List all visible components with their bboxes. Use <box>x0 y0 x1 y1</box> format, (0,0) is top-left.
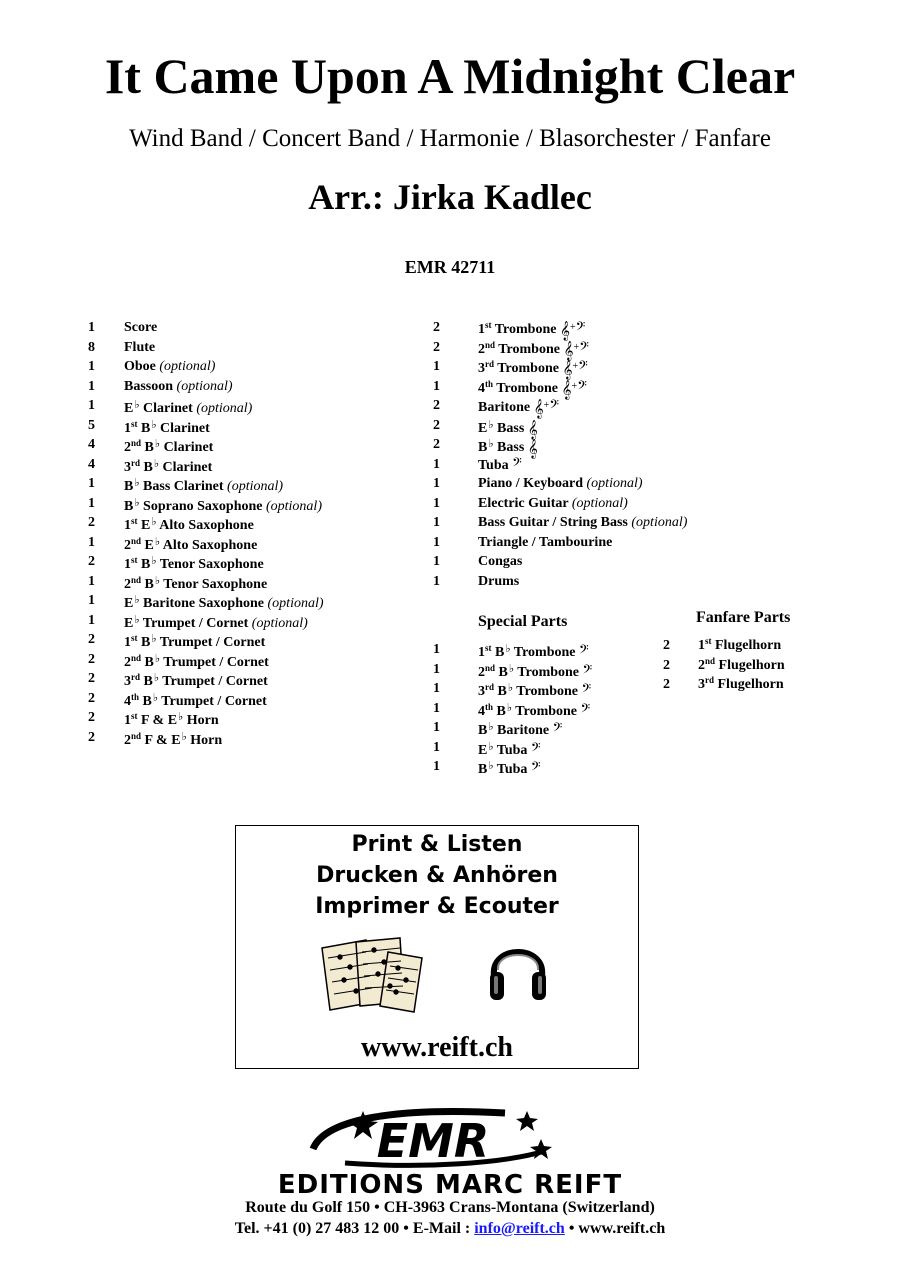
part-item <box>88 455 388 475</box>
part-quantity: 2 <box>433 417 440 433</box>
part-quantity: 1 <box>433 720 440 735</box>
promo-line-en: Print & Listen <box>351 832 523 857</box>
part-name: E♭ Bass 𝄞 <box>478 418 538 440</box>
part-item <box>663 675 863 695</box>
part-item <box>433 377 733 400</box>
headphones-icon <box>486 936 550 1004</box>
part-name: Flute <box>124 339 156 355</box>
part-name: B♭ Baritone 𝄢 <box>478 720 563 738</box>
part-quantity: 1 <box>88 612 95 628</box>
part-item <box>433 494 733 514</box>
contact-email-link[interactable]: info@reift.ch <box>474 1220 565 1237</box>
part-quantity: 1 <box>433 495 440 511</box>
part-quantity: 2 <box>88 632 95 647</box>
part-item <box>433 718 633 738</box>
part-name: 2nd B♭ Trombone 𝄢 <box>478 661 593 680</box>
part-item <box>433 552 733 572</box>
part-quantity: 4 <box>88 437 95 452</box>
part-item <box>88 552 388 572</box>
part-quantity: 4 <box>88 456 95 472</box>
part-name: 1st B♭ Clarinet <box>124 418 210 436</box>
part-name: Bass Guitar / String Bass (optional) <box>478 515 688 530</box>
part-name: E♭ Tuba 𝄢 <box>478 739 541 758</box>
part-name: E♭ Trumpet / Cornet (optional) <box>124 613 308 631</box>
part-item <box>88 533 388 553</box>
part-item <box>433 396 733 419</box>
part-quantity: 1 <box>88 359 95 374</box>
part-name: B♭ Soprano Saxophone (optional) <box>124 496 322 514</box>
part-item <box>433 660 633 680</box>
part-name: 1st F & E♭ Horn <box>124 711 219 728</box>
part-item <box>663 656 863 676</box>
part-name: 1st B♭ Trombone 𝄢 <box>478 642 589 660</box>
part-name: E♭ Baritone Saxophone (optional) <box>124 594 324 611</box>
part-name: B♭ Tuba 𝄢 <box>478 759 541 777</box>
part-name: Tuba 𝄢 <box>478 454 522 473</box>
catalog-number: EMR 42711 <box>404 257 496 277</box>
part-name: 1st Trombone 𝄞+𝄢 <box>478 319 586 341</box>
part-quantity: 2 <box>88 671 95 686</box>
part-item <box>88 669 388 689</box>
part-item <box>433 318 733 341</box>
part-quantity: 2 <box>433 339 440 355</box>
part-item <box>88 338 388 358</box>
part-name: Piano / Keyboard (optional) <box>478 476 643 491</box>
fanfare-parts-heading: Fanfare Parts <box>696 609 791 626</box>
part-name: 3rd B♭ Clarinet <box>124 457 213 475</box>
part-item <box>433 513 733 533</box>
part-item <box>88 728 388 748</box>
part-name: 2nd Flugelhorn <box>698 655 785 673</box>
part-item <box>663 636 863 656</box>
special-parts-list <box>433 640 633 777</box>
part-quantity: 2 <box>88 515 95 530</box>
part-item <box>433 533 733 553</box>
part-quantity: 2 <box>433 320 440 335</box>
logo-text: EMR <box>376 1114 490 1168</box>
part-item <box>433 699 633 719</box>
print-listen-box <box>235 825 639 1069</box>
part-item <box>433 474 733 494</box>
part-name: 4th B♭ Trombone 𝄢 <box>478 700 591 719</box>
ensemble-subtitle: Wind Band / Concert Band / Harmonie / Blasorchester / Fanfare <box>129 125 771 152</box>
part-quantity: 1 <box>433 759 440 774</box>
part-quantity: 2 <box>663 677 670 692</box>
part-quantity: 1 <box>88 534 95 550</box>
part-name: Bassoon (optional) <box>124 378 233 394</box>
fanfare-parts-list <box>663 636 863 695</box>
part-quantity: 1 <box>433 554 440 569</box>
part-quantity: 1 <box>433 661 440 677</box>
part-item <box>433 435 733 459</box>
part-name: 2nd Trombone 𝄞+𝄢 <box>478 338 589 361</box>
part-quantity: 1 <box>88 573 95 589</box>
part-name: 1st B♭ Trumpet / Cornet <box>124 633 266 650</box>
part-name: B♭ Bass Clarinet (optional) <box>124 477 284 494</box>
promo-website[interactable]: www.reift.ch <box>361 1032 513 1063</box>
part-quantity: 2 <box>663 657 670 673</box>
part-item <box>88 474 388 494</box>
promo-line-de: Drucken & Anhören <box>316 863 558 888</box>
part-quantity: 1 <box>433 359 440 374</box>
part-name: 1st E♭ Alto Saxophone <box>124 516 254 533</box>
part-name: Triangle / Tambourine <box>478 534 613 550</box>
publisher-name: EDITIONS MARC REIFT <box>277 1170 623 1200</box>
emr-logo <box>305 1105 565 1171</box>
part-item <box>88 318 388 338</box>
part-item <box>433 738 633 758</box>
part-quantity: 2 <box>88 651 95 667</box>
part-name: 3rd Flugelhorn <box>698 675 784 692</box>
contact-web[interactable]: • www.reift.ch <box>564 1220 666 1237</box>
page-title: It Came Upon A Midnight Clear <box>104 48 796 104</box>
part-quantity: 1 <box>433 456 440 472</box>
part-item <box>88 435 388 455</box>
part-quantity: 1 <box>433 515 440 530</box>
arranger: Arr.: Jirka Kadlec <box>308 177 592 217</box>
part-name: Congas <box>478 554 523 569</box>
part-item <box>433 357 733 380</box>
part-name: 2nd E♭ Alto Saxophone <box>124 535 258 553</box>
part-name: Baritone 𝄞+𝄢 <box>478 397 559 419</box>
part-item <box>88 416 388 436</box>
sheet-music-icon <box>318 934 430 1014</box>
part-quantity: 1 <box>88 320 95 335</box>
part-item <box>433 338 733 361</box>
part-quantity: 1 <box>433 642 440 657</box>
part-item <box>88 396 388 416</box>
part-item <box>88 377 388 397</box>
part-name: 2nd B♭ Trumpet / Cornet <box>124 652 269 670</box>
part-item <box>88 357 388 377</box>
part-name: 4th B♭ Trumpet / Cornet <box>124 691 267 709</box>
part-name: 2nd B♭ Tenor Saxophone <box>124 574 268 592</box>
part-item <box>433 416 733 440</box>
part-name: 1st B♭ Tenor Saxophone <box>124 555 264 572</box>
part-quantity: 1 <box>433 681 440 696</box>
part-item <box>88 689 388 709</box>
part-quantity: 1 <box>433 573 440 589</box>
part-item <box>433 572 733 592</box>
part-quantity: 2 <box>88 690 95 706</box>
part-name: E♭ Clarinet (optional) <box>124 399 253 416</box>
publisher-address: Route du Golf 150 • CH-3963 Crans-Montana (Switzerland) <box>245 1199 655 1216</box>
part-item <box>433 757 633 777</box>
part-item <box>433 679 633 699</box>
part-name: 3rd Trombone 𝄞+𝄢 <box>478 358 588 380</box>
part-name: 1st Flugelhorn <box>698 636 782 653</box>
part-item <box>88 513 388 533</box>
part-item <box>88 630 388 650</box>
parts-list-left <box>88 318 388 747</box>
part-item <box>88 591 388 611</box>
part-name: Score <box>124 320 158 335</box>
part-item <box>88 611 388 631</box>
part-quantity: 1 <box>88 495 95 511</box>
part-quantity: 1 <box>433 476 440 491</box>
part-quantity: 1 <box>433 378 440 394</box>
contact-tel: Tel. +41 (0) 27 483 12 00 • E-Mail : <box>234 1220 475 1237</box>
part-quantity: 1 <box>433 739 440 755</box>
part-name: Electric Guitar (optional) <box>478 495 628 511</box>
part-item <box>433 455 733 475</box>
part-name: Drums <box>478 573 520 589</box>
part-quantity: 1 <box>88 593 95 608</box>
publisher-contact <box>0 1219 900 1239</box>
part-name: 2nd F & E♭ Horn <box>124 730 223 748</box>
parts-list-right <box>433 318 733 591</box>
promo-line-fr: Imprimer & Ecouter <box>315 894 559 919</box>
part-item <box>88 650 388 670</box>
part-quantity: 2 <box>88 710 95 725</box>
part-quantity: 1 <box>88 476 95 491</box>
part-item <box>88 572 388 592</box>
part-quantity: 2 <box>433 437 440 452</box>
part-quantity: 8 <box>88 339 95 355</box>
part-item <box>433 640 633 660</box>
part-item <box>88 708 388 728</box>
part-name: 2nd B♭ Clarinet <box>124 438 214 455</box>
part-quantity: 1 <box>88 378 95 394</box>
part-quantity: 2 <box>88 554 95 569</box>
part-quantity: 2 <box>433 398 440 413</box>
part-quantity: 1 <box>433 700 440 716</box>
part-quantity: 2 <box>663 638 670 653</box>
part-name: B♭ Bass 𝄞 <box>478 438 538 459</box>
part-quantity: 2 <box>88 729 95 745</box>
part-name: 3rd B♭ Trumpet / Cornet <box>124 672 268 689</box>
special-parts-heading: Special Parts <box>478 613 568 630</box>
part-name: Oboe (optional) <box>124 359 216 374</box>
part-name: 4th Trombone 𝄞+𝄢 <box>478 377 587 400</box>
part-quantity: 5 <box>88 417 95 433</box>
part-item <box>88 494 388 514</box>
part-name: 3rd B♭ Trombone 𝄢 <box>478 681 592 699</box>
part-quantity: 1 <box>88 398 95 413</box>
part-quantity: 1 <box>433 534 440 550</box>
